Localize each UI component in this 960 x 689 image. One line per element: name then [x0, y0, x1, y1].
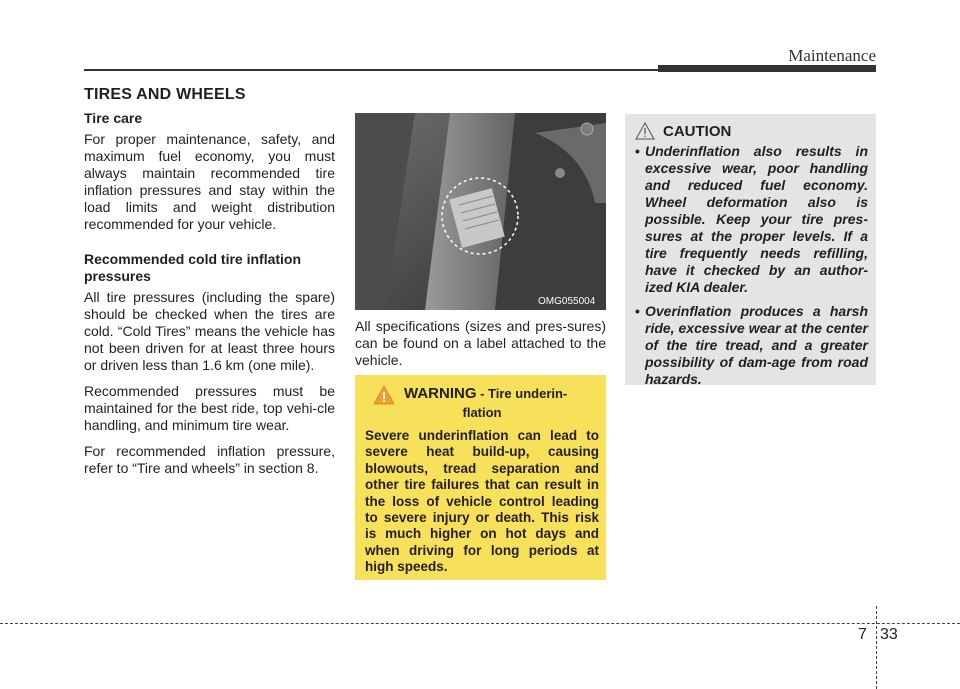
cold-pressures-paragraph-1: All tire pressures (including the spare) should be checked when the tires are cold. “Cold Tires” means the vehicle has not been driven for at least three hours or driven less than 1.6 km (one mile).	[84, 289, 335, 373]
cold-pressures-paragraph-3: For recommended inflation pressure, refer to “Tire and wheels” in section 8.	[84, 443, 335, 476]
tire-care-paragraph: For proper maintenance, safety, and maximum fuel economy, you must always maintain recommended tire inflation pressures and stay within the load limits and weight distribution recommended for your vehicle.	[84, 131, 335, 232]
header-rule-bar	[658, 65, 876, 72]
door-pillar-label-photo	[355, 113, 606, 310]
tire-care-heading: Tire care	[84, 110, 143, 126]
section-title: TIRES AND WHEELS	[84, 86, 246, 103]
warning-body: Severe underinflation can lead to severe heat build-up, causing blowouts, tread separation and other tire failures that can result in the loss of vehicle control leading to severe injury or death. This risk is much higher on hot days and when driving for long periods at high speeds.	[365, 428, 599, 575]
header-rule	[84, 69, 664, 71]
warning-box	[355, 375, 606, 580]
footer-divider	[876, 606, 877, 689]
left-column	[84, 110, 335, 486]
warning-header	[373, 385, 599, 405]
warning-title: WARNING	[404, 385, 477, 402]
cold-pressures-heading: Recommended cold tire inflation pressures	[84, 251, 302, 284]
page-number: 33	[880, 626, 898, 643]
caution-header	[635, 122, 868, 140]
caution-item: • Underinflation also results in excessive wear, poor handling and reduced fuel economy. Wheel deformation also is possible. Keep your tire pres-sures at the proper levels. If a tire frequently needs refilling, have it checked by an author-ized KIA dealer.	[633, 143, 868, 296]
specifications-text: All specifications (sizes and pres-sures) can be found on a label attached to the vehicle.	[355, 318, 606, 368]
warning-subtitle-continued: flation	[462, 405, 502, 420]
footer-rule	[0, 623, 960, 624]
chapter-number: 7	[858, 626, 867, 643]
cold-pressures-paragraph-2: Recommended pressures must be maintained for the best ride, top vehi-cle handling, and minimum tire wear.	[84, 383, 335, 433]
caution-triangle-icon	[635, 122, 655, 140]
warning-subtitle: - Tire underin-	[476, 386, 568, 401]
caution-title: CAUTION	[663, 122, 732, 140]
caution-box	[625, 114, 876, 385]
door-pillar-illustration	[355, 113, 606, 310]
running-header: Maintenance	[788, 46, 876, 65]
warning-triangle-icon	[373, 385, 395, 405]
caution-item: • Overinflation produces a harsh ride, excessive wear at the center of the tire tread, and a greater possibility of dam-age from road hazards.	[633, 303, 868, 388]
figure-code: OMG055004	[538, 296, 596, 307]
caution-list	[633, 143, 868, 388]
